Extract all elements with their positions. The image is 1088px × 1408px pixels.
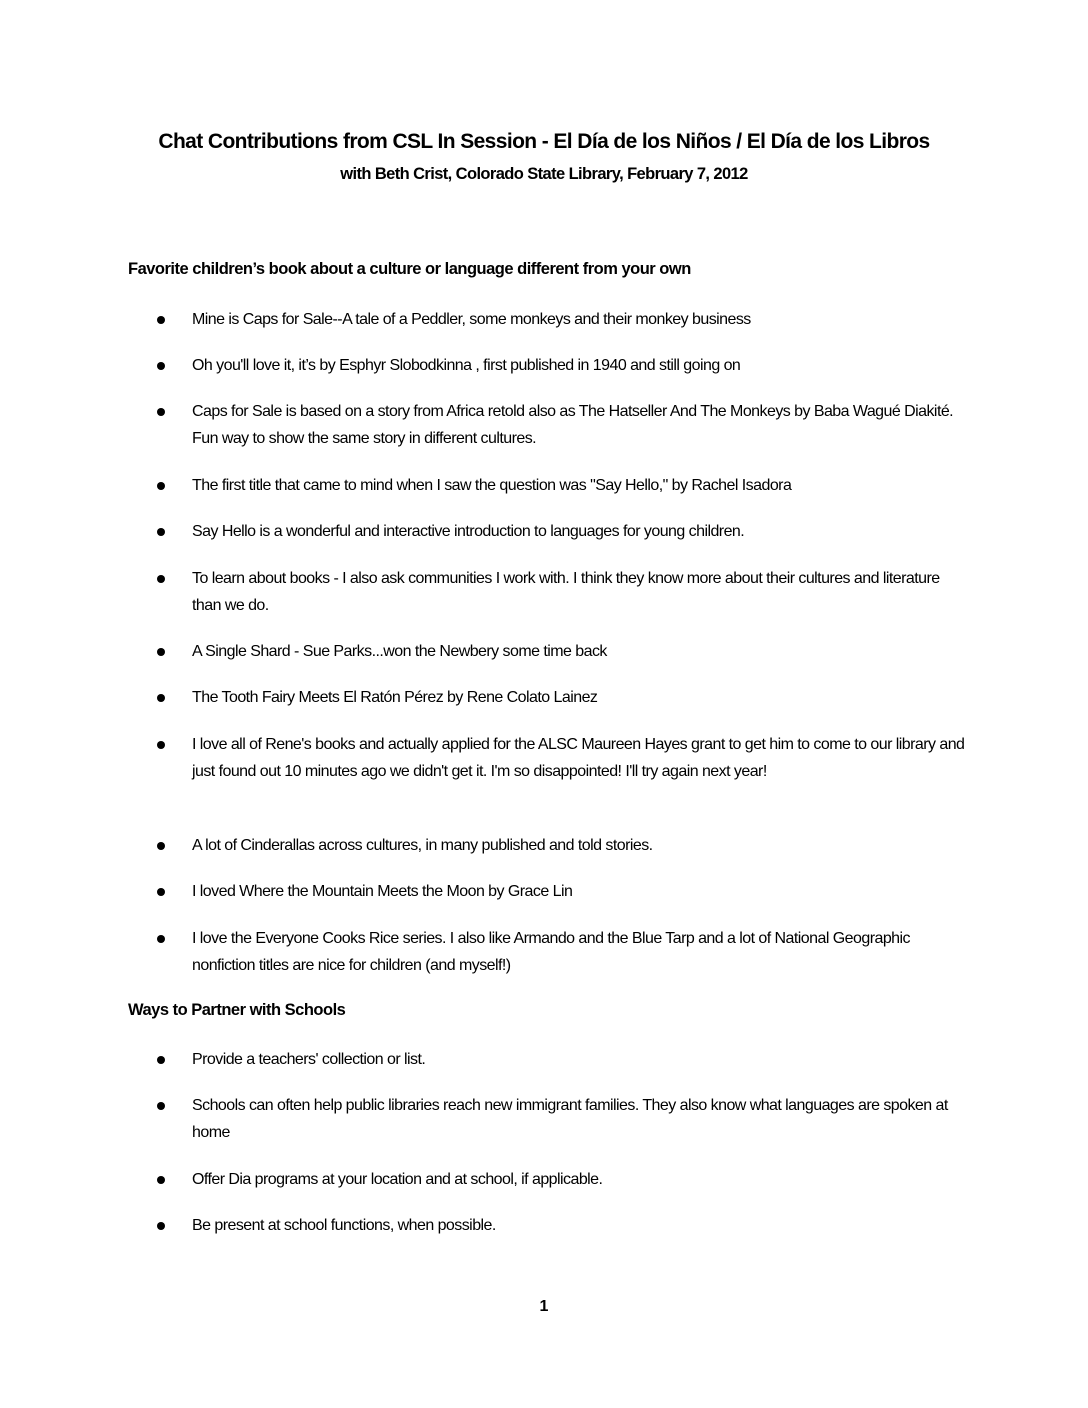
bullet-icon [157, 1222, 165, 1230]
list-item: Oh you'll love it, it’s by Esphyr Slobodkinna , first published in 1940 and still going on [192, 357, 741, 374]
bullet-icon [157, 935, 165, 943]
list-item: Be present at school functions, when possible. [192, 1217, 496, 1234]
bullet-icon [157, 362, 165, 370]
list-item: I love the Everyone Cooks Rice series. I also like Armando and the Blue Tarp and a lot of National Geographic nonfiction titles are nice for children (and myself!) [192, 930, 910, 974]
list-item: I love all of Rene's books and actually applied for the ALSC Maureen Hayes grant to get him to come to our library and just found out 10 minutes ago we didn't get it. I'm so disappointed! I'll try again next year! [192, 736, 965, 780]
bullet-icon [157, 694, 165, 702]
list-item: Mine is Caps for Sale--A tale of a Peddler, some monkeys and their monkey business [192, 311, 751, 328]
list-item: I loved Where the Mountain Meets the Moon by Grace Lin [192, 883, 573, 900]
list-item: The Tooth Fairy Meets El Ratón Pérez by Rene Colato Lainez [192, 689, 598, 706]
list-item: Provide a teachers' collection or list. [192, 1051, 426, 1068]
document-subtitle: with Beth Crist, Colorado State Library, February 7, 2012 [340, 165, 748, 183]
bullet-icon [157, 1056, 165, 1064]
bullet-icon [157, 408, 165, 416]
bullet-icon [157, 482, 165, 490]
bullet-icon [157, 888, 165, 896]
list-item: Caps for Sale is based on a story from Africa retold also as The Hatseller And The Monkeys by Baba Wagué Diakité. Fun way to show the same story in different cultures. [192, 403, 954, 447]
list-item: The first title that came to mind when I saw the question was "Say Hello," by Rachel Isadora [192, 477, 792, 494]
section-heading-partner-schools: Ways to Partner with Schools [128, 1001, 346, 1019]
bullet-icon [157, 1102, 165, 1110]
bullet-icon [157, 316, 165, 324]
list-item: A lot of Cinderallas across cultures, in many published and told stories. [192, 837, 653, 854]
list-item: Offer Dia programs at your location and at school, if applicable. [192, 1171, 603, 1188]
document-title: Chat Contributions from CSL In Session - El Día de los Niños / El Día de los Libros [158, 130, 930, 153]
bullet-icon [157, 528, 165, 536]
bullet-icon [157, 741, 165, 749]
list-item: Schools can often help public libraries reach new immigrant families. They also know what languages are spoken at home [192, 1097, 948, 1141]
section-heading-favorite-books: Favorite children’s book about a culture or language different from your own [128, 260, 691, 278]
bullet-icon [157, 648, 165, 656]
bullet-icon [157, 575, 165, 583]
bullet-icon [157, 842, 165, 850]
list-item: A Single Shard - Sue Parks...won the Newbery some time back [192, 643, 607, 660]
list-item: Say Hello is a wonderful and interactive introduction to languages for young children. [192, 523, 745, 540]
list-item: To learn about books - I also ask communities I work with. I think they know more about their cultures and literature than we do. [192, 570, 940, 614]
page-number: 1 [539, 1298, 549, 1315]
bullet-icon [157, 1176, 165, 1184]
